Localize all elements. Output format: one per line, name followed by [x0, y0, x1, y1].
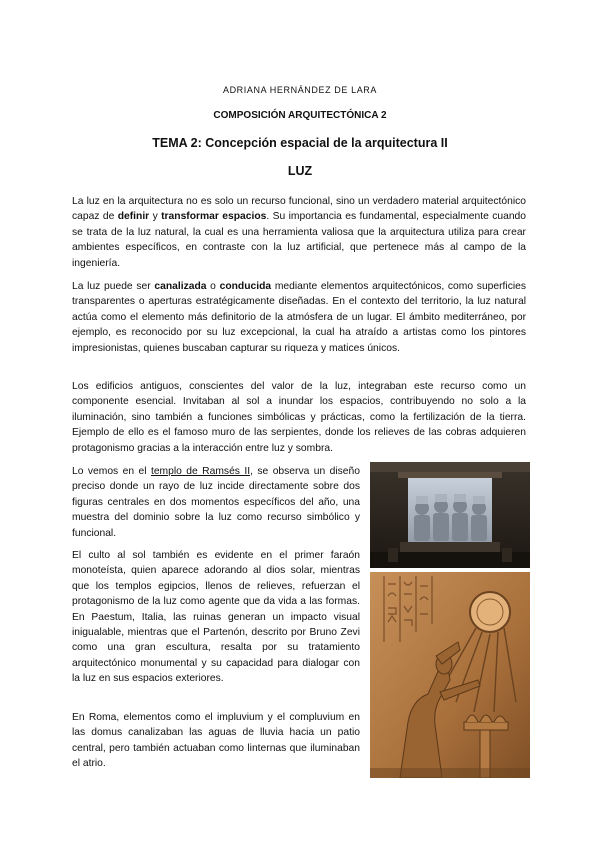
text-run: Lo vemos en el — [72, 466, 151, 477]
text-run: La luz en la arquitectura no es solo un recurso funcional, sino un verdadero material arquitectónico capaz de — [72, 196, 526, 223]
text-run: La luz puede ser — [72, 281, 155, 292]
text-run: o — [206, 281, 220, 292]
temple-statues-image — [370, 462, 530, 568]
bold-term: canalizada — [154, 281, 207, 292]
text-run: . Su importancia es fundamental, especialmente cuando se trata de la luz natural, la cual es una herramienta valiosa que la arquitectura utiliza para crear ambientes específicos, en contraste con la luz artificial, que pertenece más al campo de la ingeniería. — [72, 211, 527, 269]
text-run: y — [149, 211, 162, 223]
paragraph-channeled-light — [72, 279, 526, 356]
paragraph-sun-cult: El culto al sol también es evidente en el primer faraón monoteísta, quien aparece adorando al dios solar, mientras que los templos egipcios, llenos de relieves, refuerzan el protagonismo de la luz como agente que da vida a las formas. En Paestum, Italia, las ruinas generan un impacto visual inigualable, mientras que el Partenón, descrito por Bruno Zevi como una gran escultura, resalta por su tratamiento arquitectónico monumental y su capacidad para dialogar con la luz en sus espacios exteriores. — [72, 550, 360, 685]
section-title: LUZ — [287, 164, 313, 178]
paragraph-ramses — [72, 464, 360, 541]
text-run: , se observa un diseño preciso donde un rayo de luz incide directamente sobre dos figuras centrales en dos momentos específicos del año, una muestra del dominio sobre la luz como recurso simbólico y funcional. — [72, 466, 360, 539]
topic-title: TEMA 2: Concepción espacial de la arquitectura II — [152, 136, 448, 150]
paragraph-ancient-buildings: Los edificios antiguos, conscientes del valor de la luz, integraban este recurso como un componente esencial. Invitaban al sol a inundar los espacios, contribuyendo no solo a la iluminación, sino también a funciones simbólicas y prácticas, como la fertilización de la tierra. Ejemplo de ello es el famoso muro de las serpientes, donde los relieves de las cobras adquieren protagonismo gracias a la interacción entre luz y sombra. — [72, 381, 526, 454]
temple-link[interactable]: templo de Ramsés II — [150, 466, 251, 477]
sun-relief-image — [370, 572, 530, 778]
author-name: ADRIANA HERNÁNDEZ DE LARA — [222, 85, 378, 95]
paragraph-intro — [72, 194, 526, 271]
course-title: COMPOSICIÓN ARQUITECTÓNICA 2 — [213, 110, 387, 121]
bold-term: definir — [117, 211, 150, 223]
paragraph-rome: En Roma, elementos como el impluvium y el compluvium en las domus canalizaban las aguas de lluvia hacia un patio central, pero también actuaban como linternas que iluminaban el atrio. — [72, 712, 360, 770]
bold-term: conducida — [219, 281, 272, 292]
text-run: mediante elementos arquitectónicos, como superficies transparentes o aperturas estratégicamente diseñadas. En el contexto del territorio, la luz natural actúa como el elemento más definitorio de la atmósfera de un lugar. El ámbito mediterráneo, por ejemplo, es reconocido por su luz excepcional, la cual ha atraído a artistas como los pintores impresionistas, quienes buscaban capturar su riqueza y matices únicos. — [72, 281, 527, 354]
bold-term: transformar espacios — [161, 211, 267, 223]
